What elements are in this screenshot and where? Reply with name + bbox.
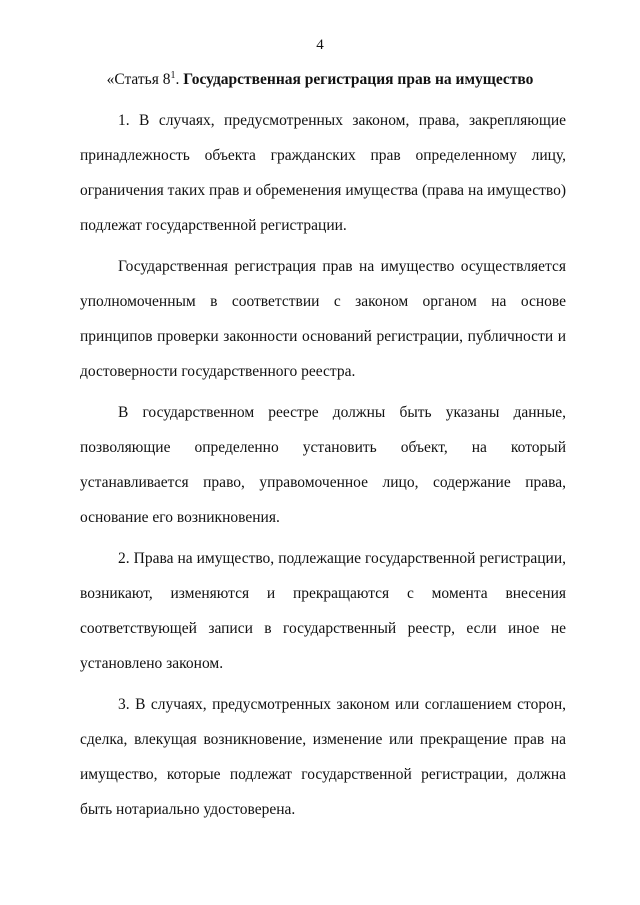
paragraph-3: В государственном реестре должны быть указаны данные, позволяющие определенно установить объект, на который устанавливается право, управомоченное лицо, содержание права, основание его возникновения. — [80, 404, 566, 526]
paragraph-5: 3. В случаях, предусмотренных законом или соглашением сторон, сделка, влекущая возникновение, изменение или прекращение прав на имущество, которые подлежат государственной регистрации, должна быть нотариально удостоверена. — [80, 696, 566, 818]
paragraph-2: Государственная регистрация прав на имущество осуществляется уполномоченным в соответствии с законом органом на основе принципов проверки законности оснований регистрации, публичности и достоверности государственного реестра. — [80, 258, 566, 380]
article-heading — [0, 70, 640, 90]
article-prefix: «Статья 8 — [106, 71, 171, 88]
article-separator: . — [175, 71, 184, 88]
article-title: Государственная регистрация прав на имущество — [183, 71, 534, 88]
paragraph-4: 2. Права на имущество, подлежащие государственной регистрации, возникают, изменяются и прекращаются с момента внесения соответствующей записи в государственный реестр, если иное не установлено законом. — [80, 550, 566, 672]
page-number: 4 — [316, 37, 324, 53]
article-superscript: 1 — [170, 69, 176, 81]
article-body — [80, 103, 566, 833]
paragraph-1: 1. В случаях, предусмотренных законом, права, закрепляющие принадлежность объекта гражданских прав определенному лицу, ограничения таких прав и обременения имущества (права на имущество) подлежат государственной регистрации. — [80, 112, 566, 234]
